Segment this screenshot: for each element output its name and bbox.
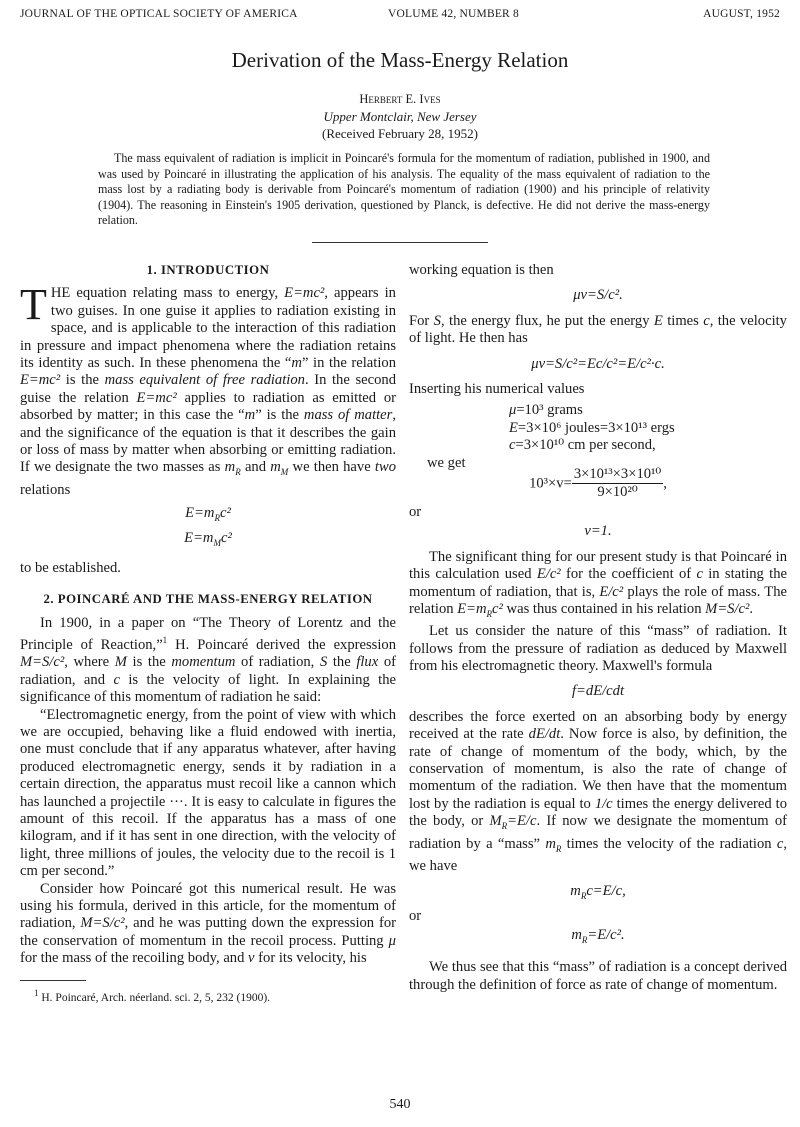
equation-radiation-mass: $E=m_Rc^2$ <box>185 505 231 524</box>
energy-flux-paragraph: For S, the energy flux, he put the energy E times c, the velocity of light. He then has <box>409 312 787 347</box>
right-column <box>409 262 787 994</box>
fraction-numerator: 3×10¹³×3×10¹⁰ <box>572 466 663 484</box>
received-date: (Received February 28, 1952) <box>322 126 478 141</box>
footnote-ref[interactable]: 1 <box>162 635 168 646</box>
page-number: 540 <box>389 1097 411 1112</box>
equation-working: μv=S/c². <box>573 287 623 304</box>
equation-pair <box>20 505 396 552</box>
equation-expanded: μv=S/c²=Ec/c²=E/c²·c. <box>531 355 665 372</box>
equation-fraction: 10³×v= $\frac{\text{3×10¹³×3×10¹⁰}}{\text{9×10²⁰}}$ , <box>529 466 667 501</box>
equation-v: v=1. <box>584 523 612 540</box>
drop-cap: T <box>20 280 47 330</box>
author-affiliation: Upper Montclair, New Jersey <box>323 109 477 124</box>
poincare-paragraph-1: In 1900, in a paper on “The Theory of Lorentz and the Principle of Reaction,”$^1$ H. Poincaré derived the expression M=S/c², where M is the momentum of radiation, S the flux of radiation, and c is the velocity of light. In explaining the significance of this momentum of radiation he said: <box>20 614 396 706</box>
running-header-date: AUGUST, 1952 <box>703 8 780 20</box>
numerical-values-intro: Inserting his numerical values <box>409 381 585 398</box>
abstract-divider <box>312 242 488 243</box>
running-header-journal: JOURNAL OF THE OPTICAL SOCIETY OF AMERICA <box>20 8 298 20</box>
section-heading-poincare: 2. POINCARÉ AND THE MASS-ENERGY RELATION <box>43 592 373 607</box>
significance-paragraph: The significant thing for our present study is that Poincaré in this calculation used E/c² for the coefficient of c in stating the momentum of radiation, that is, E/c² plays the role of mass. The relation $E=m_Rc^2$ was thus contained in his relation M=S/c². <box>409 548 787 619</box>
equation-momentum: $m_Rc=E/c$, <box>570 883 626 902</box>
article-title: Derivation of the Mass-Energy Relation <box>231 48 569 72</box>
poincare-paragraph-2: Consider how Poincaré got this numerical result. He was using his formula, derived in this article, for the momentum of radiation, M=S/c², and he was putting down the expression for the conservation of momentum in the recoil process. Putting μ for the mass of the recoiling body, and v for its velocity, his <box>20 880 397 967</box>
or-label-1: or <box>409 503 422 520</box>
we-get-label: we get <box>427 454 466 471</box>
section-heading-introduction: 1. INTRODUCTION <box>146 263 270 277</box>
maxwell-paragraph: Let us consider the nature of this “mass” of radiation. It follows from the pressure of radiation as deduced by Maxwell from his electromagnetic theory. Maxwell's formula <box>409 623 787 675</box>
equation-matter-mass: $E=m_Mc^2$ <box>184 529 232 548</box>
fraction-denominator: 9×10²⁰ <box>597 484 638 501</box>
numerical-values-list <box>509 402 787 454</box>
intro-paragraph: THE equation relating mass to energy, E=mc², appears in two guises. In one guise it applies to radiation existing in space, and is applicable to the interaction of this radiation in pressure and impact phenomena where the radiation retains its identity as such. In these phenomena the “m” in the relation E=mc² is the mass equivalent of free radiation. In the second guise the relation E=mc² applies to radiation as emitted or absorbed by matter; in this case the “m” is the mass of matter, and the significance of the equation is that it describes the gain or loss of mass by matter when absorbing or emitting radiation. If we designate the two masses as $m_R$ and $m_M$ we then have two relations <box>20 280 397 498</box>
author-name: Herbert E. Ives <box>359 92 441 106</box>
value-c: c=3×10¹⁰ cm per second, <box>509 437 656 454</box>
abstract: The mass equivalent of radiation is implicit in Poincaré's formula for the momentum of radiation, published in 1900, and was used by Poincaré in illustrating the application of his analysis. The equality of the mass equivalent of radiation to the mass lost by a radiating body is derivable from Poincaré's momentum of radiation (1900) and his principle of relativity (1904). The reasoning in Einstein's 1905 derivation, questioned by Planck, is defective. He did not derive the mass-energy relation. <box>98 151 710 227</box>
equation-maxwell: f=dE/cdt <box>572 683 624 700</box>
intro-closing: to be established. <box>20 559 121 576</box>
poincare-quote: “Electromagnetic energy, from the point of view with which we are occupied, behaving like a fluid endowed with inertia, one must conclude that if any apparatus whatever, after having produced electromagnetic energy, sends it by radiation in a certain direction, the apparatus must recoil like a cannon which has launched a projectile ···. It is easy to calculate in figures the amount of this recoil. If the apparatus has a mass of one kilogram, and if it has sent in one direction, with the velocity of light, three millions of joules, the velocity due to the recoil is 1 cm per second.” <box>20 706 396 880</box>
running-header-volume: VOLUME 42, NUMBER 8 <box>388 8 519 20</box>
force-paragraph: describes the force exerted on an absorbing body by energy received at the rate dE/dt. Now force is also, by definition, the rate of change of momentum of the body, which, by the conservation of momentum, is also the rate of change of momentum of the radiation. We then have that the momentum lost by the radiation is equal to 1/c times the energy delivered to the body, or $M_R=E/c$. If now we designate the momentum of radiation by a “mass” $m_R$ times the velocity of the radiation c, we have <box>409 708 787 874</box>
value-mu: μ=10³ grams <box>509 402 583 419</box>
conclusion-paragraph: We thus see that this “mass” of radiation is a concept derived through the definition of force as rate of change of momentum. <box>409 959 787 993</box>
left-column <box>20 262 396 1007</box>
footnote: $^1$ H. Poincaré, Arch. néerland. sci. 2, 5, 232 (1900). <box>34 987 271 1004</box>
value-energy: E=3×10⁶ joules=3×10¹³ ergs <box>509 419 675 436</box>
or-label-2: or <box>409 907 422 924</box>
equation-mass-radiation: $m_R=E/c^2$. <box>571 927 625 945</box>
footnote-divider <box>20 980 86 981</box>
working-equation-intro: working equation is then <box>409 262 554 278</box>
